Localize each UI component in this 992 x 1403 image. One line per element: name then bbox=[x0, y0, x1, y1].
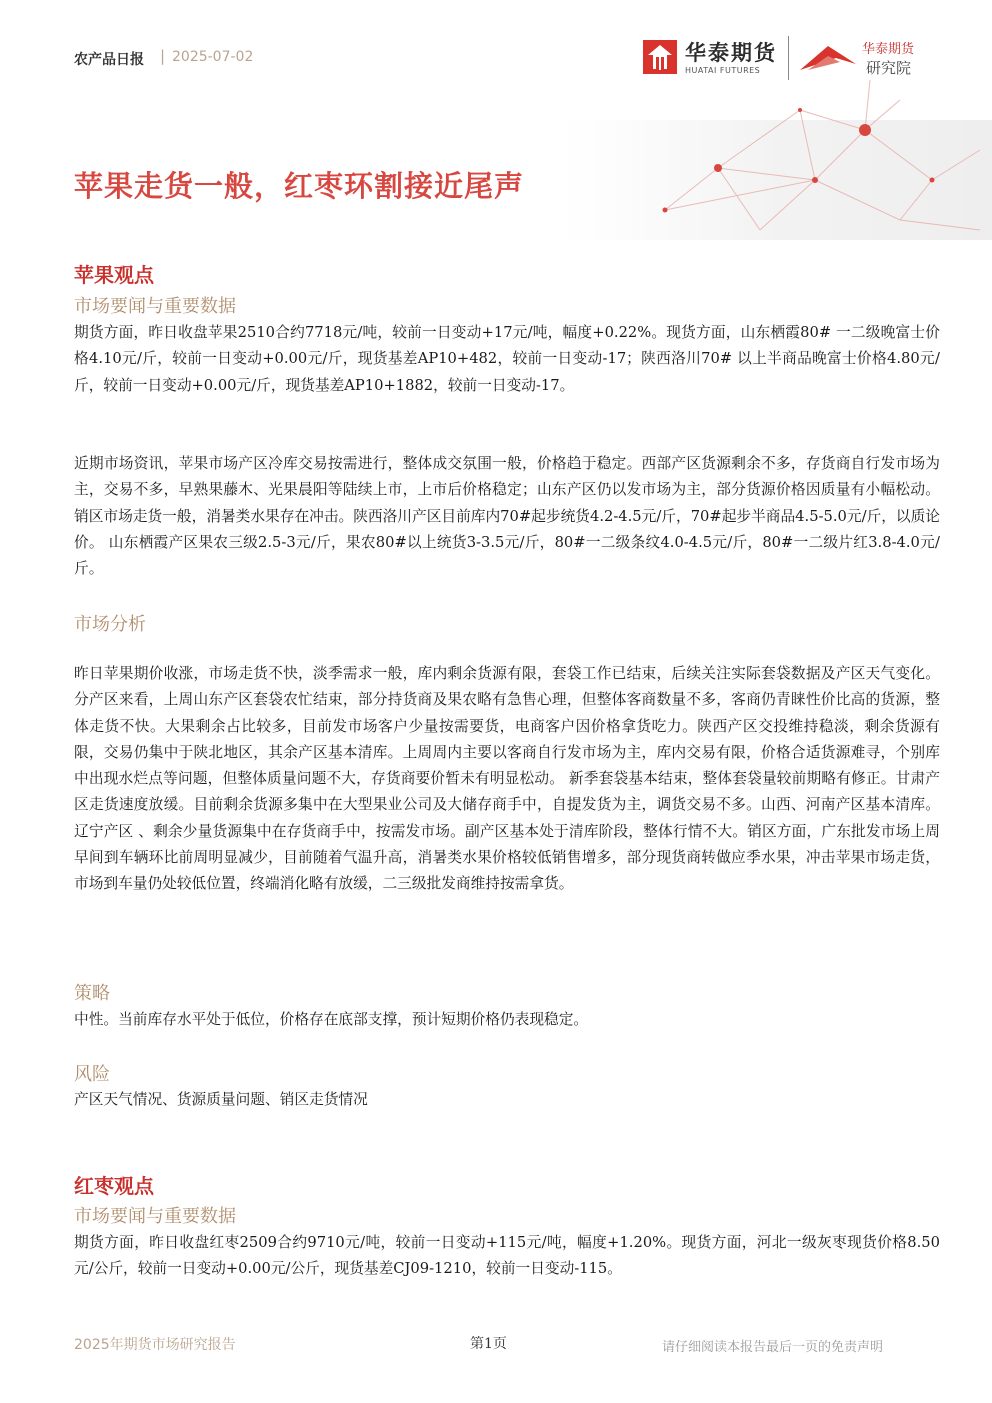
apple-news-paragraph-2: 近期市场资讯，苹果市场产区冷库交易按需进行，整体成交氛围一般，价格趋于稳定。西部产区货源剩余不多，存货商自行发市场为主，交易不多，早熟果藤木、光果晨阳等陆续上市，上市后价格稳定；山东产区仍以发市场为主，部分货源价格因质量有小幅松动。销区市场走货一般，消暑类水果存在冲击。陕西洛川产区目前库内70#起步统货4.2-4.5元/斤，70#起步半商品4.5-5.0元/斤，以质论价。 山东栖霞产区果农三级2.5-3元/斤，果农80#以上统货3-3.5元/斤，80#一二级条纹4.0-4.5元/斤，80#一二级片红3.8-4.0元/斤。 bbox=[74, 455, 940, 578]
apple-risk-paragraph: 产区天气情况、货源质量问题、销区走货情况 bbox=[74, 1091, 368, 1108]
logo-divider bbox=[788, 36, 789, 80]
institute-name-top: 华泰期货 bbox=[862, 42, 915, 57]
apple-strategy-heading: 策略 bbox=[74, 983, 110, 1004]
institute-name-bottom: 研究院 bbox=[866, 59, 912, 77]
page-title: 苹果走货一般，红枣环割接近尾声 bbox=[74, 169, 525, 203]
huatai-logo-icon bbox=[643, 40, 677, 74]
apple-analysis-heading: 市场分析 bbox=[74, 614, 146, 635]
report-date: 2025-07-02 bbox=[172, 49, 254, 65]
report-header bbox=[0, 0, 992, 240]
network-decoration bbox=[560, 80, 992, 240]
footer-disclaimer-note: 请仔细阅读本报告最后一页的免责声明 bbox=[662, 1340, 884, 1355]
apple-strategy-paragraph: 中性。当前库存水平处于低位，价格存在底部支撑，预计短期价格仍表现稳定。 bbox=[74, 1011, 589, 1028]
jujube-news-heading: 市场要闻与重要数据 bbox=[74, 1206, 236, 1227]
report-type: 农产品日报 bbox=[74, 52, 144, 68]
apple-risk-heading: 风险 bbox=[74, 1064, 110, 1085]
logo-name-cn: 华泰期货 bbox=[685, 41, 777, 65]
apple-analysis-paragraph: 昨日苹果期价收涨，市场走货不快，淡季需求一般，库内剩余货源有限，套袋工作已结束，后续关注实际套袋数据及产区天气变化。分产区来看，上周山东产区套袋农忙结束，部分持货商及果农略有急售心理，但整体客商数量不多，客商仍青睐性价比高的货源，整体走货不快。大果剩余占比较多，目前发市场客户少量按需要货，电商客户因价格拿货吃力。陕西产区交投维持稳淡，剩余货源有限，交易仍集中于陕北地区，其余产区基本清库。上周周内主要以客商自行发市场为主，库内交易有限，价格合适货源难寻，个别库中出现水烂点等问题，但整体质量问题不大，存货商要价暂未有明显松动。 新季套袋基本结束，整体套袋量较前期略有修正。甘肃产区走货速度放缓。目前剩余货源多集中在大型果业公司及大储存商手中，自提发货为主，调货交易不多。山西、河南产区基本清库。辽宁产区 、剩余少量货源集中在存货商手中，按需发市场。副产区基本处于清库阶段，整体行情不大。销区方面，广东批发市场上周早间到车辆环比前周明显减少，目前随着气温升高，消暑类水果价格较低销售增多，部分现货商转做应季水果，冲击苹果市场走货，市场到车量仍处较低位置，终端消化略有放缓，二三级批发商维持按需拿货。 bbox=[74, 665, 940, 893]
jujube-section-heading: 红枣观点 bbox=[74, 1174, 154, 1198]
institute-logo-icon bbox=[798, 42, 858, 72]
footer-page-number: 第1页 bbox=[470, 1336, 507, 1352]
footer-report-name: 2025年期货市场研究报告 bbox=[74, 1337, 236, 1353]
logo-name-en: HUATAI FUTURES bbox=[685, 66, 761, 75]
apple-news-paragraph-1: 期货方面，昨日收盘苹果2510合约7718元/吨，较前一日变动+17元/吨，幅度+0.22%。现货方面，山东栖霞80# 一二级晚富士价格4.10元/斤，较前一日变动+0.00元/斤，现货基差AP10+482，较前一日变动-17；陕西洛川70# 以上半商品晚富士价格4.80元/斤，较前一日变动+0.00元/斤，现货基差AP10+1882，较前一日变动-17。 bbox=[74, 324, 940, 394]
apple-news-heading: 市场要闻与重要数据 bbox=[74, 296, 236, 317]
header-separator: | bbox=[160, 47, 166, 65]
jujube-news-paragraph-1: 期货方面，昨日收盘红枣2509合约9710元/吨，较前一日变动+115元/吨，幅度+1.20%。现货方面，河北一级灰枣现货价格8.50元/公斤，较前一日变动+0.00元/公斤，现货基差CJ09-1210，较前一日变动-115。 bbox=[74, 1234, 940, 1278]
apple-section-heading: 苹果观点 bbox=[74, 263, 154, 287]
